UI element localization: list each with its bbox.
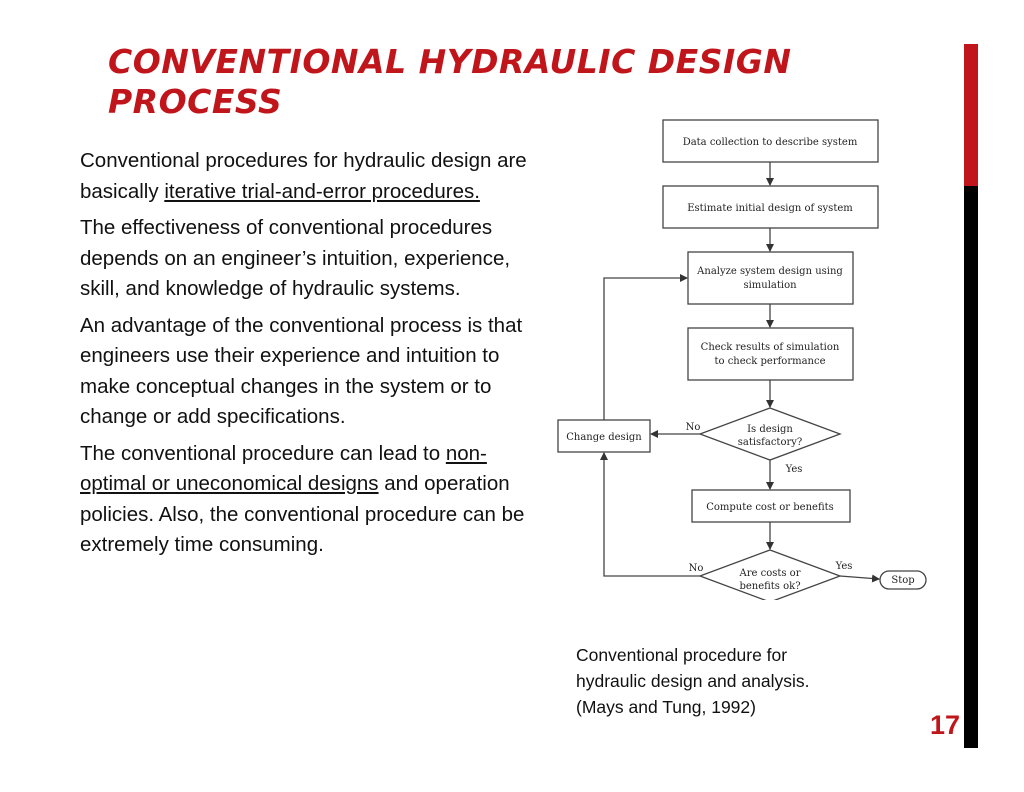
arrow-loop-up: [604, 278, 687, 420]
title-line-2: PROCESS: [108, 82, 283, 121]
caption-line-2: hydraulic design and analysis.: [576, 671, 810, 691]
stop-label: Stop: [891, 575, 915, 586]
paragraph-1-text: Conventional procedures for hydraulic design are basically: [80, 149, 527, 203]
caption-line-1: Conventional procedure for: [576, 645, 788, 665]
paragraph-4-text-b: and operation policies. Also, the conventional procedure can be extremely time consuming.: [80, 472, 525, 556]
box2-label: Estimate initial design of system: [687, 203, 853, 214]
yes-label-2: Yes: [835, 561, 853, 572]
box5-label: Compute cost or benefits: [706, 502, 834, 513]
diamond1-label-1: Is design: [747, 424, 793, 435]
accent-bar-black: [964, 186, 978, 748]
box4-label-1: Check results of simulation: [700, 342, 840, 353]
paragraph-3: An advantage of the conventional process is that engineers use their experience and intuition to make conceptual changes in the system or to change or add specifications.: [80, 313, 523, 428]
arrow-no-2: [604, 453, 700, 576]
yes-label-1: Yes: [785, 464, 803, 475]
diamond2-label-2: benefits ok?: [739, 581, 801, 592]
paragraph-1: [80, 146, 550, 207]
no-label-2: No: [688, 563, 704, 574]
box-check-results: [688, 328, 853, 380]
diamond1-label-2: satisfactory?: [737, 437, 803, 448]
change-design-label: Change design: [566, 432, 642, 443]
title-line-1: CONVENTIONAL HYDRAULIC DESIGN: [108, 42, 792, 81]
body-text: [80, 146, 550, 567]
paragraph-1-underlined: iterative trial-and-error procedures.: [164, 179, 480, 203]
paragraph-4-text-a: The conventional procedure can lead to: [80, 441, 446, 465]
caption-line-3: (Mays and Tung, 1992): [576, 697, 756, 717]
diamond2-label-1: Are costs or: [739, 568, 801, 579]
flowchart: [548, 110, 948, 600]
no-label-1: No: [685, 422, 701, 433]
box4-label-2: to check performance: [714, 356, 826, 367]
box3-label-2: simulation: [743, 280, 797, 291]
figure-caption: [576, 642, 916, 720]
paragraph-4-underlined: non-optimal or uneconomical designs: [80, 441, 487, 495]
accent-bar-red: [964, 44, 978, 186]
box1-label: Data collection to describe system: [682, 137, 858, 148]
box-analyze-design: [688, 252, 853, 304]
paragraph-2: The effectiveness of conventional procedures depends on an engineer’s intuition, experience, skill, and knowledge of hydraulic systems.: [80, 216, 511, 300]
arrow-yes-2: [840, 576, 879, 579]
paragraph-4: [80, 439, 550, 561]
box3-label-1: Analyze system design using: [697, 266, 843, 277]
page-number: 17: [930, 710, 961, 740]
